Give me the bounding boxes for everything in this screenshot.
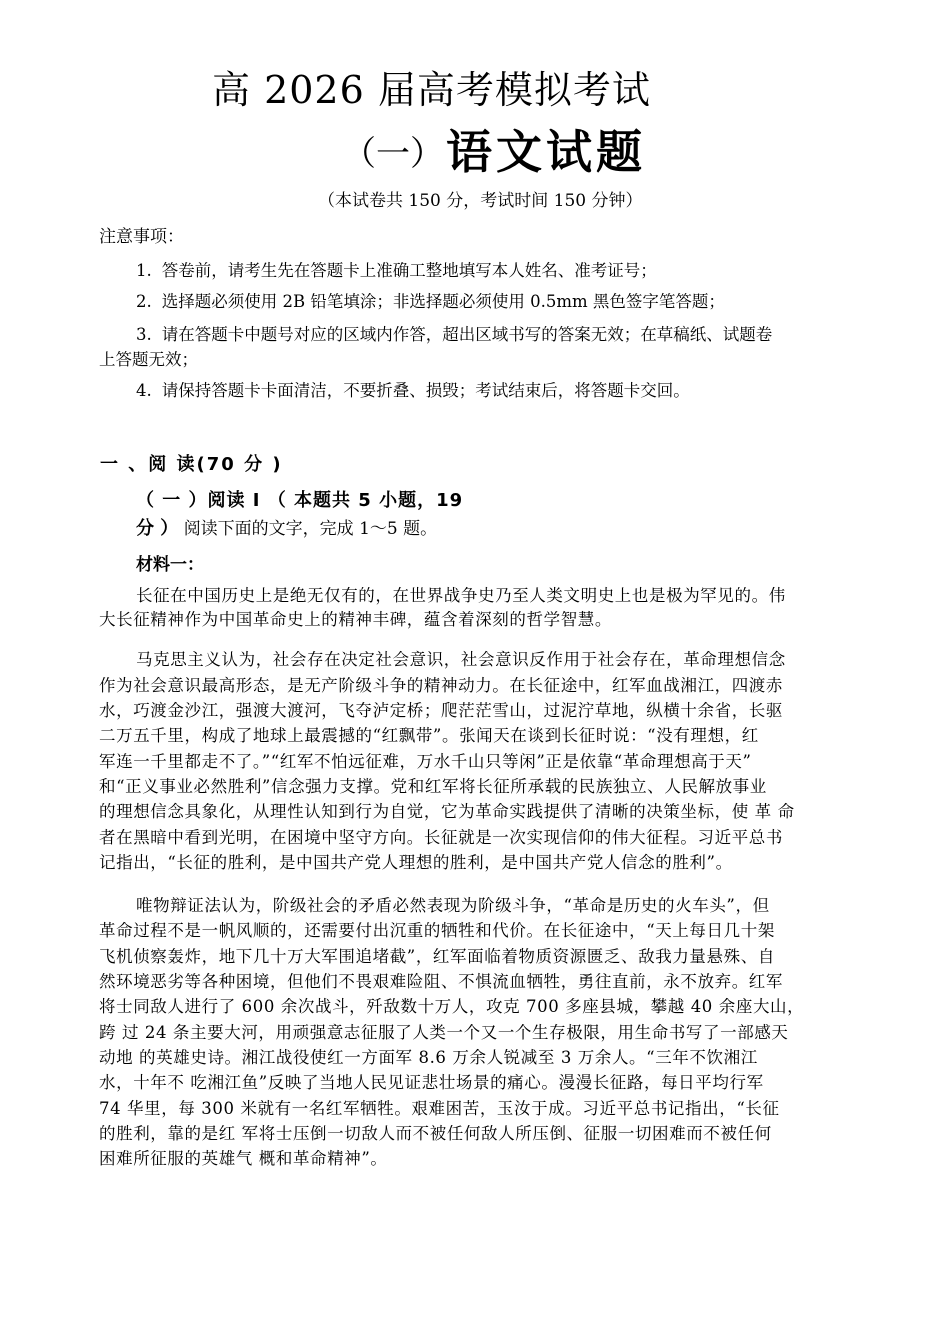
paragraph-line: 记指出，“长征的胜利，是中国共产党人理想的胜利，是中国共产党人信念的胜利”。 [99,853,733,872]
paragraph-line: 跨 过 24 条主要大河，用顽强意志征服了人类一个又一个生存极限，用生命书写了一部感天 [99,1023,789,1042]
paragraph-line: 革命过程不是一帆风顺的，还需要付出沉重的牺牲和代价。在长征途中，“天上每日几十架 [99,921,775,940]
notice-heading: 注意事项： [99,227,184,247]
exam-subtitle: 语文试题 [446,125,646,179]
paragraph-line: 动地 的英雄史诗。湘江战役使红一方面军 8.6 万余人锐减至 3 万余人。“三年不饮湘江 [99,1048,758,1067]
paragraph-line: 唯物辩证法认为，阶级社会的矛盾必然表现为阶级斗争，“革命是历史的火车头”，但 [136,896,770,915]
notice-item [136,322,772,348]
exam-subtitle-paren: （一） [342,134,444,174]
section-heading: 一 、阅 读(70 分 ) [100,454,283,475]
subsection-instruction [136,516,437,542]
paragraph-line: 大长征精神作为中国革命史上的精神丰碑，蕴含着深刻的哲学智慧。 [99,610,612,629]
paragraph-line: 军连一千里都走不了。”“红军不怕远征难，万水千山只等闲”正是依靠“革命理想高于天” [99,752,752,771]
paragraph-line: 水，巧渡金沙江，强渡大渡河，飞夺泸定桥；爬茫茫雪山，过泥泞草地，纵横十余省，长驱 [99,701,783,720]
notice-text: 答卷前，请考生先在答题卡上准确工整地填写本人姓名、准考证号； [161,261,657,280]
exam-title: 高 2026 届高考模拟考试 [212,68,651,112]
paragraph-line: 作为社会意识最高形态，是无产阶级斗争的精神动力。在长征途中，红军血战湘江，四渡赤 [99,676,783,695]
material-label: 材料一： [136,555,204,575]
notice-number: 4. [136,381,152,400]
subsection-heading: （ 一 ）阅读 I （ 本题共 5 小题，19 [136,490,464,511]
subsection-score-close: 分 ） [136,518,179,539]
paragraph-line: 的胜利，靠的是红 军将士压倒一切敌人而不被任何敌人所压倒、征服一切困难而不被任何 [99,1124,772,1143]
exam-info: （本试卷共 150 分，考试时间 150 分钟） [318,191,643,211]
paragraph-line: 者在黑暗中看到光明，在困境中坚守方向。长征就是一次实现信仰的伟大征程。习近平总书 [99,828,783,847]
subsection-instruction-text: 阅读下面的文字，完成 1～5 题。 [183,519,438,539]
notice-item [136,258,657,284]
notice-text: 上答题无效； [99,350,198,369]
paragraph-line: 长征在中国历史上是绝无仅有的，在世界战争史乃至人类文明史上也是极为罕见的。伟 [136,586,786,605]
paragraph-line: 74 华里，每 300 米就有一名红军牺牲。艰难困苦，玉汝于成。习近平总书记指出，“长征 [99,1099,780,1118]
paragraph-line: 二万五千里，构成了地球上最震撼的“红飘带”。张闻天在谈到长征时说：“没有理想，红 [99,726,759,745]
paragraph-line: 将士同敌人进行了 600 余次战斗，歼敌数十万人，攻克 700 多座县城，攀越 40 余座大山， [99,997,805,1016]
notice-number: 3. [136,325,152,344]
notice-item-continuation [99,347,198,373]
paragraph-line: 和“正义事业必然胜利”信念强力支撑。党和红军将长征所承载的民族独立、人民解放事业 [99,777,767,796]
notice-number: 2. [136,292,152,311]
notice-text: 请保持答题卡卡面清洁，不要折叠、损毁；考试结束后，将答题卡交回。 [161,381,690,400]
notice-text: 请在答题卡中题号对应的区域内作答，超出区域书写的答案无效；在草稿纸、试题卷 [161,325,773,344]
paragraph-line: 的理想信念具象化，从理性认知到行为自觉，它为革命实践提供了清晰的决策坐标，使 革 命 [99,802,795,821]
paragraph-line: 困难所征服的英雄气 概和革命精神”。 [99,1149,388,1168]
paragraph-line: 飞机侦察轰炸，地下几十万大军围追堵截”，红军面临着物质资源匮乏、敌我力量悬殊、自 [99,947,775,966]
notice-text: 选择题必须使用 2B 铅笔填涂；非选择题必须使用 0.5mm 黑色签字笔答题； [161,292,725,311]
notice-item [136,378,690,404]
paragraph-line: 然环境恶劣等各种困境，但他们不畏艰难险阻、不惧流血牺牲，勇往直前，永不放弃。红军 [99,972,783,991]
paragraph-line: 马克思主义认为，社会存在决定社会意识，社会意识反作用于社会存在，革命理想信念 [136,650,786,669]
notice-item [136,289,725,315]
notice-number: 1. [136,261,152,280]
paragraph-line: 水，十年不 吃湘江鱼”反映了当地人民见证悲壮场景的痛心。漫漫长征路，每日平均行军 [99,1073,764,1092]
